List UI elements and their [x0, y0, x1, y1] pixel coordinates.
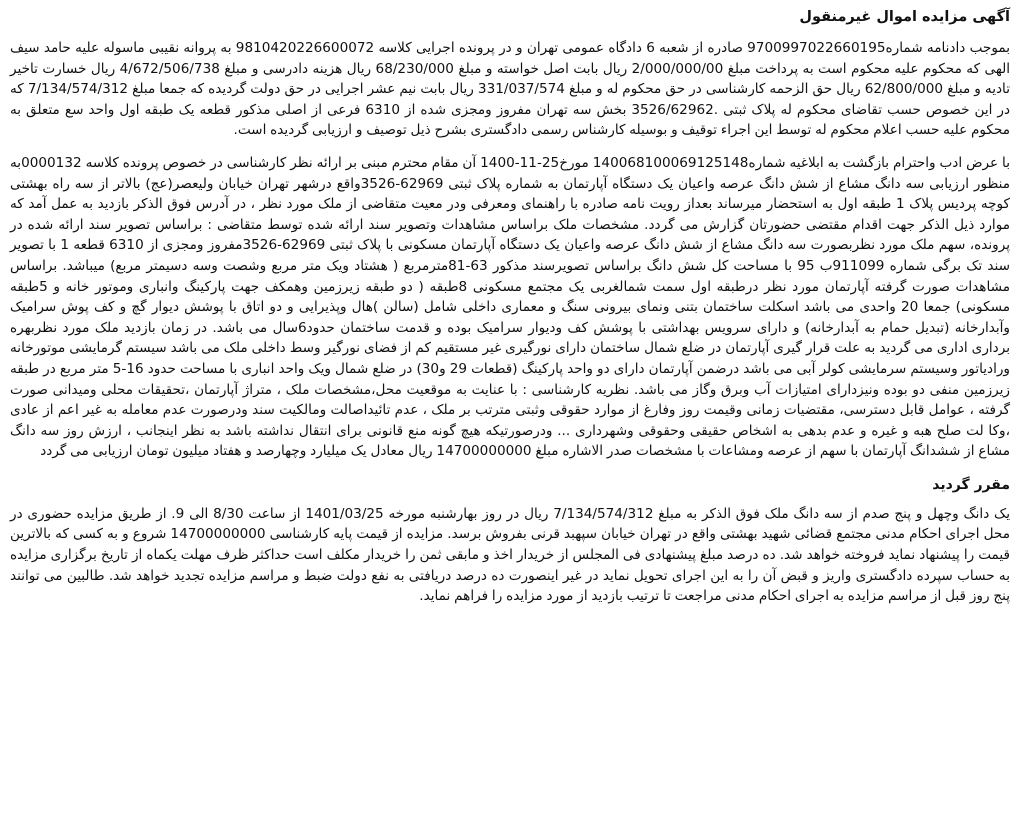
expert-report-paragraph: با عرض ادب واحترام بازگشت به ابلاغیه شماره140068100069125148 مورخ25-11-1400 آن مقام محترم مبنی بر ارائه نظر کارشناسی در خصوص پرونده کلاسه 0000132به منظور ارزیابی سه دانگ مشاع از شش دانگ عرصه واعیان یک دستگاه آپارتمان به شماره پلاک ثبتی 62969-3526واقع درشهر تهران خیابان ولیعصر(عج) بالاتر از سه راه بهشتی کوچه پردیس پلاک 1 طبقه اول به استحضار میرساند بعداز رویت نامه صادره با راهنمای ومعرفی ودر معیت متقاضی از ملک مورد نظر ، در آدرس فوق الذکر بازدید به عمل آمد که موارد ذیل الذکر جهت اقدام مقتضی حضورتان گزارش می گردد. مشخصات ملک براساس مشاهدات وتصویر سند ارائه شده توسط متقاضی : براساس تصویر سند ارائه شده در پرونده، سهم ملک مورد نظربصورت سه دانگ مشاع از شش دانگ عرصه واعیان یک دستگاه آپارتمان مسکونی با پلاک ثبتی 62969-3526مفروز ومجزی از 6310 قطعه 1 با تصویر سند تک برگی شماره 911099ب 95 با مساحت کل شش دانگ براساس تصویرسند مذکور 63-81مترمربع ( هشتاد ویک متر مربع وشصت وسه دسیمتر مربع) میباشد. براساس مشاهدات صورت گرفته آپارتمان مورد نظر درطبقه اول سمت شمالغربی یک مجتمع مسکونی 8طبقه ( دو طبقه زیرزمین وهمکف جهت پارکینگ وانباری وموتور خانه و 5طبقه مسکونی) جمعا 20 واحدی می باشد اسکلت ساختمان بتنی ونمای بیرونی سنگ و معماری داخلی شامل (سالن )هال وپذیرایی و دو اتاق با پوشش دیوار گچ و کف پوش سرامیک وآبدارخانه (تبدیل حمام به آبدارخانه) و دارای سرویس بهداشتی با پوشش کف ودیوار سرامیک بوده و قدمت ساختمان حدود6سال می باشد. در زمان بازدید ملک مورد نظربهره برداری اداری می گردید به علت قرار گیری آپارتمان در ضلع شمال ساختمان دارای نورگیری غیر مستقیم کم از فضای نورگیر وسط داخلی ملک می باشد سیستم گرمایشی موتورخانه ورادیاتور وسیستم سرمایشی کولر آبی می باشد درضمن آپارتمان دارای دو واحد پارکینگ (قطعات 29 و30) در ضلع شمال ویک واحد انباری با مساحت حدود 16-5 متر مربع در طبقه زیرزمین منفی دو بوده ونیزدارای امتیازات آب وبرق وگاز می باشد. نظریه کارشناسی : با عنایت به موقعیت محل،مشخصات ملک ، متراژ آپارتمان ،تحقیقات محلی ومیدانی صورت گرفته ، عوامل قابل دسترسی، مقتضیات زمانی وقیمت روز وفارغ از موارد حقوقی وثبتی مترتب بر ملک ، عدم تائیداصالت ومالکیت سند ودرصورت عدم معامله به غیر اعم از عادی ،وکا لت صلح هبه و غیره و عدم بدهی به اشخاص حقیقی وحقوقی وشهرداری ... ودرصورتیکه هیچ گونه منع قانونی برای انتقال نداشته باشد به نظر اینجانب ، ارزش روز سه دانگ مشاع از ششدانگ آپارتمان با سهم از عرصه ومشاعات با مشخصات صدر الاشاره مبلغ 14700000000 ریال معادل یک میلیارد وچهارصد و هفتاد میلیون تومان ارزیابی می گردد: [10, 154, 1011, 460]
auction-terms-paragraph: یک دانگ وچهل و پنج صدم از سه دانگ ملک فوق الذکر به مبلغ 7/134/574/312 ریال در روز بهارشنبه مورخه 1401/03/25 از ساعت 8/30 الی 9. از طریق مزایده حضوری در محل اجرای احکام مدنی مجتمع قضائی شهید بهشتی واقع در تهران خیابان سپهبد قرنی بفروش برسد. مزایده از قیمت پایه کارشناسی 14700000000 شروع و به کسی که بالاترین قیمت را پیشنهاد نماید فروخته خواهد شد. ده درصد مبلغ پیشنهادی فی المجلس از خریدار اخذ و مابقی ثمن را خریدار مکلف است حداکثر ظرف مهلت یکماه از تاریخ برگزاری مزایده به حساب سپرده دادگستری واریز و قبض آن را به این اجرای تحویل نماید در غیر اینصورت ده درصد دریافتی به نفع دولت ضبط و مراسم مزایده تجدید خواهد شد. طالبین می توانند پنج روز قبل از مراسم مزایده به اجرای احکام مدنی مراجعت تا ترتیب بازدید از مورد مزایده را فراهم نماید.: [10, 505, 1010, 605]
notice-title: آگهی مزایده اموال غیرمنقول: [799, 9, 1010, 25]
court-order-paragraph: بموجب دادنامه شماره9700997022660195 صادره از شعبه 6 دادگاه عمومی تهران و در پرونده اجرایی کلاسه 9810420226600072 به پروانه نقیبی ماسوله علیه حامد سیف الهی که محکوم علیه محکوم است به پرداخت مبلغ 2/000/000/00 ریال بابت اصل خواسته و مبلغ 68/230/000 ریال هزینه دادرسی و مبلغ 4/672/506/738 ریال خسارت تاخیر تادیه و مبلغ 62/800/000 ریال حق الزحمه کارشناسی در حق محکوم له و مبلغ 331/037/574 ریال بابت نیم عشر اجرایی در حق دولت گردیده که جمعا مبلغ 7/134/574/312 که در این خصوص حسب تقاضای محکوم له پلاک ثبتی .3526/62962 بخش سه تهران مفروز ومجزی شده از 6310 فرعی از اصلی مذکور قطعه یک طبقه اول واحد سع متعلق به محکوم علیه حسب اعلام محکوم له توسط این اجراء توقیف و بوسیله کارشناس رسمی دادگستری بشرح ذیل توصیف و ارزیابی گردیده است.: [10, 40, 1011, 139]
decided-heading: مقرر گردید: [932, 476, 1010, 493]
